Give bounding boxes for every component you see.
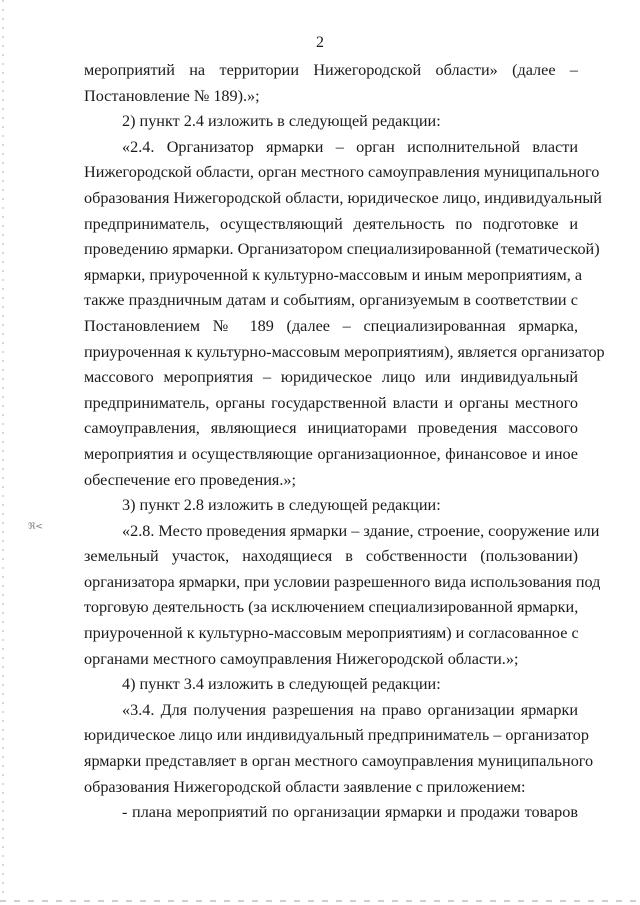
text-line: Нижегородской области, орган местного самоуправления муниципального [84, 163, 600, 182]
text-line: Постановление № 189).»; [84, 86, 260, 105]
text-line: земельный участок, находящиеся в собственности (пользовании) [84, 547, 578, 566]
text-line: приуроченной к культурно-массовым мероприятиям) и согласованное с [84, 624, 579, 643]
text-line: самоуправления, являющиеся инициаторами проведения массового [84, 419, 578, 438]
text-line: мероприятия и осуществляющие организационное, финансовое и иное [84, 444, 578, 463]
text-line: ярмарки, приуроченной к культурно-массовым и иным мероприятиям, а [84, 265, 583, 284]
text-line: - плана мероприятий по организации ярмарки и продажи товаров [122, 803, 578, 822]
text-line: предприниматель, органы государственной власти и органы местного [84, 393, 578, 412]
margin-mark: ℜ< [28, 522, 43, 532]
text-line: проведению ярмарки. Организатором специализированной (тематической) [84, 240, 600, 259]
text-line: предприниматель, осуществляющий деятельность по подготовке и [84, 214, 578, 233]
text-line: «3.4. Для получения разрешения на право организации ярмарки [122, 700, 578, 719]
text-line: ярмарки представляет в орган местного самоуправления муниципального [84, 752, 594, 771]
scan-left-edge [2, 0, 4, 905]
text-line: 3) пункт 2.8 изложить в следующей редакции: [122, 496, 441, 515]
text-line: 2) пункт 2.4 изложить в следующей редакции: [122, 112, 441, 131]
text-line: образования Нижегородской области заявление с приложением: [84, 777, 526, 796]
text-line: 4) пункт 3.4 изложить в следующей редакции: [122, 675, 441, 694]
scan-bottom-edge [0, 900, 640, 902]
text-line: торговую деятельность (за исключением специализированной ярмарки, [84, 598, 579, 617]
text-line: образования Нижегородской области, юридическое лицо, индивидуальный [84, 188, 602, 207]
text-line: Постановлением № 189 (далее – специализированная ярмарка, [84, 316, 578, 335]
document-body [84, 58, 605, 826]
text-line: обеспечение его проведения.»; [84, 470, 296, 489]
text-line: юридическое лицо или индивидуальный предприниматель – организатор [84, 726, 589, 745]
text-line: органами местного самоуправления Нижегородской области.»; [84, 649, 519, 668]
text-line: организатора ярмарки, при условии разрешенного вида использования под [84, 572, 601, 591]
text-line: массового мероприятия – юридическое лицо или индивидуальный [84, 368, 578, 387]
page-number: 2 [316, 34, 324, 51]
text-line: мероприятий на территории Нижегородской области» (далее – [84, 61, 578, 79]
text-line: приуроченная к культурно-массовым мероприятиям), является организатор [84, 342, 605, 361]
text-line: «2.8. Место проведения ярмарки – здание, строение, сооружение или [122, 521, 600, 540]
text-line: «2.4. Организатор ярмарки – орган исполнительной власти [122, 137, 578, 156]
text-line: также праздничным датам и событиям, организуемым в соответствии с [84, 291, 578, 310]
